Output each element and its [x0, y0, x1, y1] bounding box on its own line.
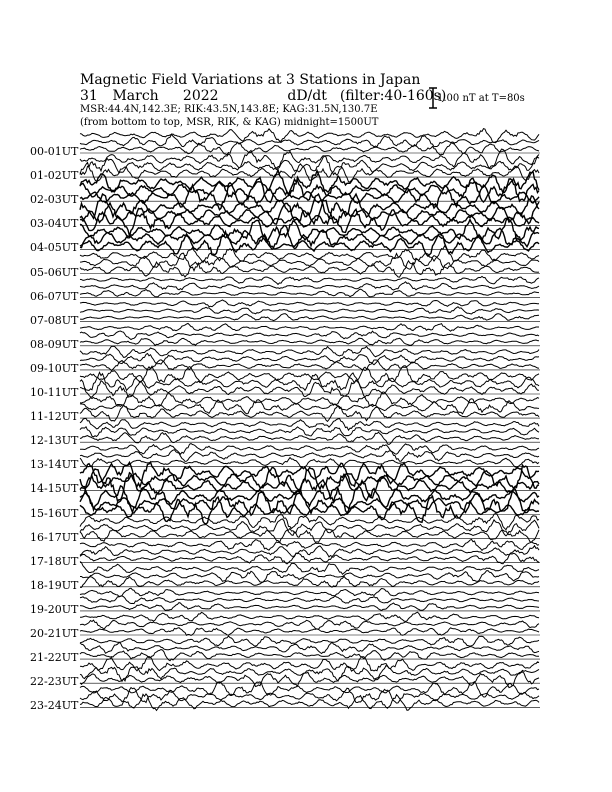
- trace-msr: [80, 360, 539, 371]
- trace-kag: [80, 323, 539, 331]
- trace-kag: [80, 682, 539, 697]
- trace-rik: [80, 282, 539, 290]
- station-coordinates: MSR:44.4N,142.3E; RIK:43.5N,143.8E; KAG:31.5N,130.7E: [80, 104, 378, 115]
- hour-label: 22-23UT: [30, 675, 79, 689]
- hour-label: 16-17UT: [30, 530, 79, 544]
- hour-label: 03-04UT: [30, 217, 79, 231]
- filter-label: (filter:40-160s): [339, 88, 447, 104]
- trace-msr: [80, 628, 539, 636]
- hour-label: 20-21UT: [30, 627, 79, 640]
- trace-msr: [80, 603, 539, 611]
- trace-kag: [80, 588, 539, 596]
- trace-rik: [80, 620, 539, 629]
- hour-label: 05-06UT: [30, 265, 79, 279]
- trace-rik: [80, 546, 539, 557]
- hour-label: 00-01UT: [30, 145, 79, 158]
- trace-rik: [80, 307, 539, 314]
- hour-label: 04-05UT: [30, 241, 79, 255]
- trace-msr: [80, 576, 539, 587]
- trace-rik: [80, 465, 539, 490]
- trace-msr: [80, 261, 539, 277]
- trace-rik: [80, 177, 539, 202]
- hour-label: 06-07UT: [30, 289, 79, 303]
- hour-label: 09-10UT: [30, 361, 79, 375]
- trace-msr: [80, 473, 539, 502]
- trace-kag: [80, 444, 539, 455]
- trace-rik: [80, 450, 539, 462]
- hour-label: 08-09UT: [30, 337, 79, 351]
- page-title: Magnetic Field Variations at 3 Stations in Japan: [80, 72, 421, 88]
- hour-label: 01-02UT: [30, 169, 79, 183]
- trace-kag: [80, 300, 539, 307]
- trace-msr: [80, 289, 539, 297]
- hour-label: 11-12UT: [30, 410, 79, 424]
- hour-label: 15-16UT: [30, 506, 79, 520]
- trace-rik: [80, 399, 539, 414]
- trace-kag: [80, 366, 539, 383]
- hour-label: 18-19UT: [30, 578, 79, 592]
- trace-msr: [80, 672, 539, 688]
- trace-kag: [80, 636, 539, 646]
- date-year: 2022: [182, 88, 219, 104]
- trace-rik: [80, 253, 539, 271]
- trace-kag: [80, 418, 539, 430]
- hour-label: 17-18UT: [30, 554, 79, 568]
- hour-label: 14-15UT: [30, 482, 79, 496]
- trace-msr: [80, 338, 539, 345]
- station-order-note: (from bottom to top, MSR, RIK, & KAG) midnight=1500UT: [80, 117, 379, 128]
- date-month: March: [112, 88, 159, 104]
- trace-kag: [80, 612, 539, 621]
- trace-rik: [80, 134, 539, 147]
- trace-rik: [80, 354, 539, 365]
- date-day: 31: [80, 88, 98, 104]
- scale-label: 1.00 nT at T=80s: [437, 93, 525, 104]
- trace-rik: [80, 427, 539, 437]
- hour-label: 02-03UT: [30, 193, 79, 207]
- trace-msr: [80, 432, 539, 444]
- trace-rik: [80, 226, 539, 249]
- hour-label: 19-20UT: [30, 602, 79, 616]
- trace-rik: [80, 642, 539, 653]
- hour-label: 12-13UT: [30, 434, 79, 448]
- hour-label: 07-08UT: [30, 313, 79, 327]
- trace-kag: [80, 562, 539, 575]
- trace-kag: [80, 276, 539, 284]
- trace-msr: [80, 314, 539, 321]
- trace-rik: [80, 666, 539, 682]
- hour-label: 13-14UT: [30, 458, 79, 472]
- trace-kag: [80, 218, 539, 241]
- trace-rik: [80, 331, 539, 340]
- hour-label: 10-11UT: [30, 386, 79, 399]
- quantity-label: dD/dt: [287, 88, 327, 104]
- trace-kag: [80, 539, 539, 550]
- trace-kag: [80, 514, 539, 530]
- trace-rik: [80, 596, 539, 604]
- hour-label: 23-24UT: [30, 699, 79, 713]
- hour-label: 21-22UT: [30, 651, 79, 665]
